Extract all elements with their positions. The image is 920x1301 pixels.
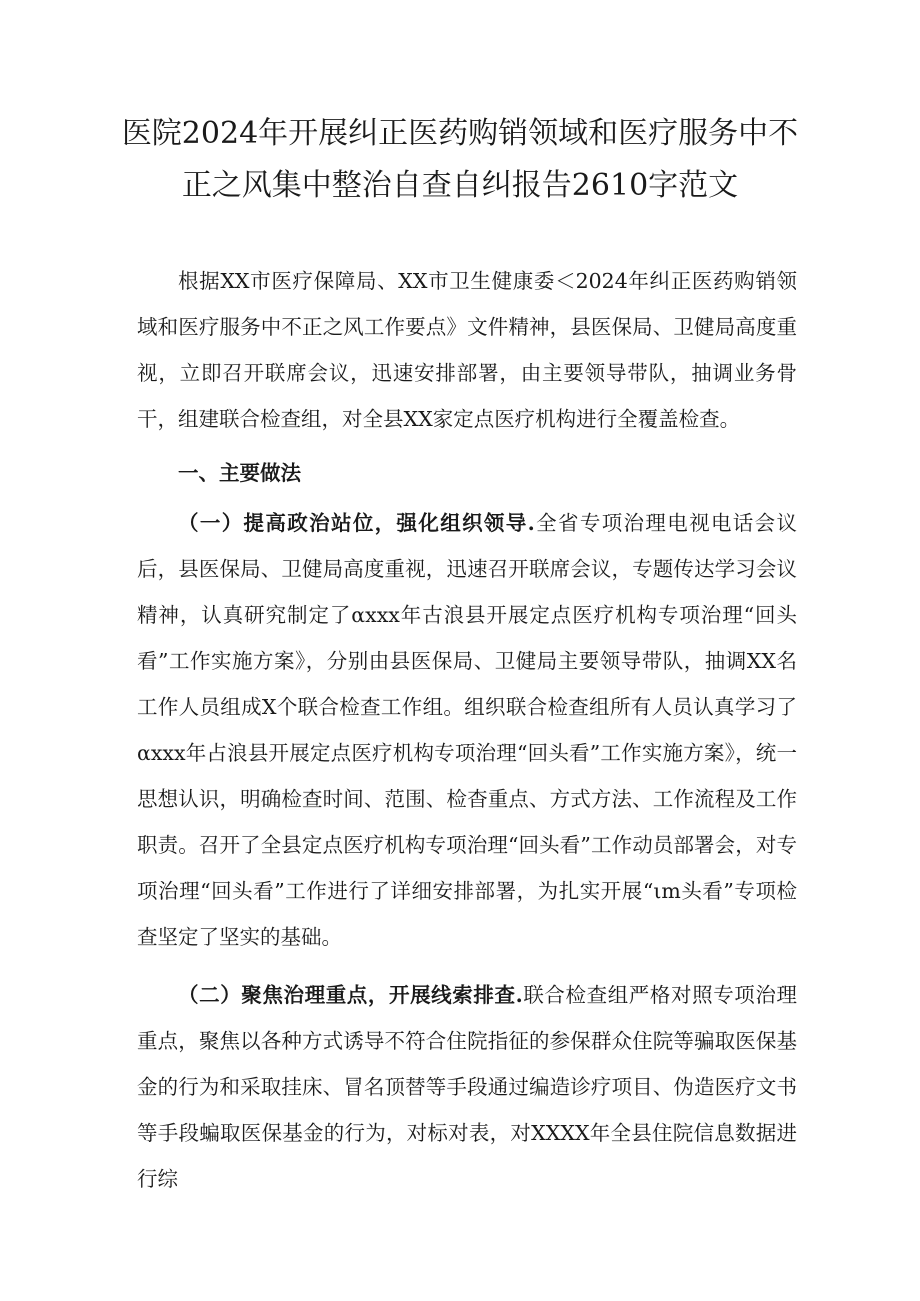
- title-line-2: 正之风集中整治自查自纠报告2610字范文: [181, 168, 739, 203]
- document-title: [120, 108, 800, 212]
- document-body: [137, 258, 797, 1202]
- paragraph-1-body: 全省专项治理电视电话会议后，县医保局、卫健局高度重视，迅速召开联席会议，专题传达学习会议精神，认真研究制定了αxxx年古浪县开展定点医疗机构专项治理“回头看”工作实施方案》，分别由县医保局、卫健局主要领导带队，抽调XX名工作人员组成X个联合检查工作组。组织联合检查组所有人员认真学习了αxxx年占浪县开展定点医疗机构专项治理“回头看”工作实施方案》，统一思想认识，明确检查时间、范围、检杳重点、方式方法、工作流程及工作职责。召开了全县定点医疗机构专项治理“回头看”工作动员部署会，对专项治理“回头看”工作进行了详细安排部署，为扎实开展“ιm头看”专项检查坚定了坚实的基础。: [137, 511, 798, 949]
- title-line-1: 医院2024年开展纠正医药购销领域和医疗服务中不: [121, 116, 799, 151]
- section-heading-main-practices: 一、主要做法: [178, 461, 301, 485]
- intro-paragraph: 根据XX市医疗保障局、XX市卫生健康委＜2024年纠正医药购销领域和医疗服务中不正之风工作要点》文件精神，县医保局、卫健局高度重视，立即召开联席会议，迅速安排部署，由主要领导带队，抽调业务骨干，组建联合检查组，对全县XX家定点医疗机构进行全覆盖检查。: [137, 269, 797, 431]
- paragraph-2-lead: （二）聚焦治理重点，开展线索排查.: [178, 983, 523, 1007]
- paragraph-1-lead: （一）提高政治站位，强化组织领导.: [178, 511, 535, 535]
- paragraph-2-body: 联合检查组严格对照专项治理重点，聚焦以各种方式诱导不符合住院指征的参保群众住院等骗取医保基金的行为和采取挂床、冒名顶替等手段通过编造诊疗项目、伪造医疗文书等手段蝙取医保基金的行为，对标对表，对XXXX年全县住院信息数据进行综: [137, 983, 797, 1191]
- paragraph-2: [137, 972, 797, 1202]
- paragraph-1: [137, 500, 797, 960]
